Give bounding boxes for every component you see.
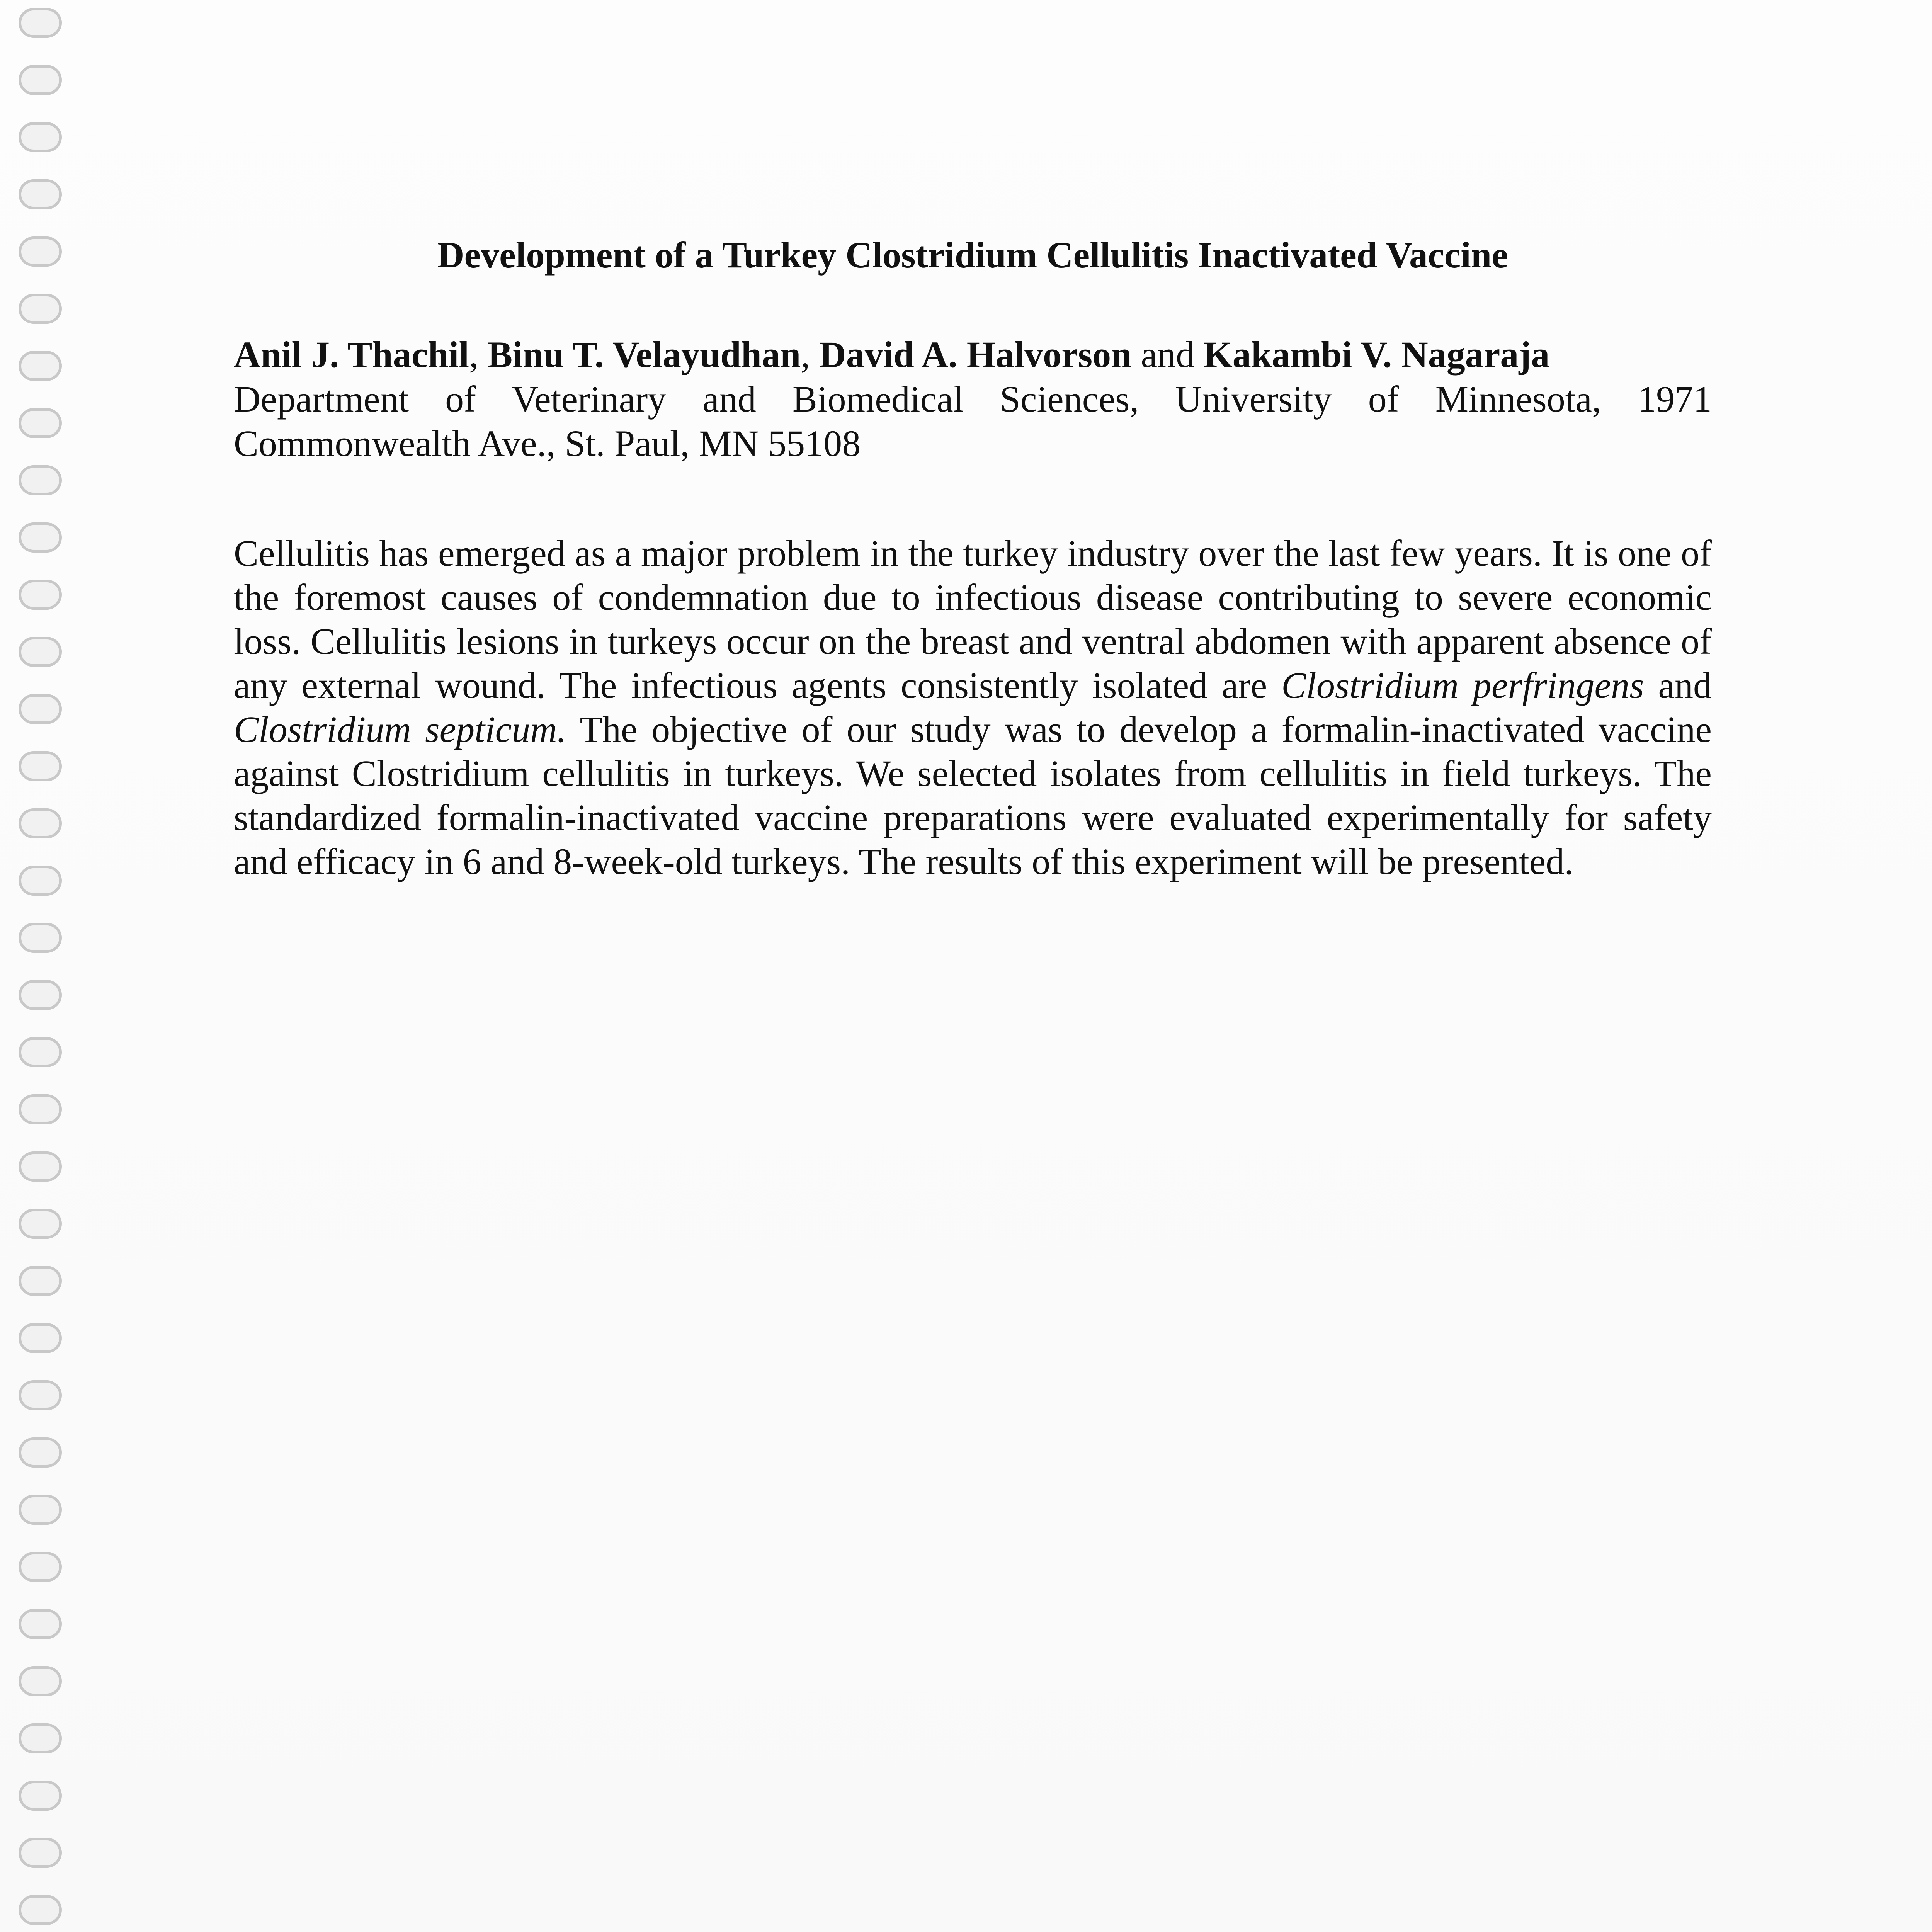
binding-hole <box>19 1666 62 1696</box>
author-name: David A. Halvorson <box>819 334 1132 375</box>
binding-hole <box>19 866 62 896</box>
binding-hole <box>19 751 62 781</box>
binding-hole <box>19 1266 62 1296</box>
binding-hole <box>19 1037 62 1067</box>
paper-title: Development of a Turkey Clostridium Cellulitis Inactivated Vaccine <box>437 234 1508 276</box>
binding-hole <box>19 8 62 38</box>
binding-hole <box>19 923 62 953</box>
binding-hole <box>19 1209 62 1239</box>
binding-hole <box>19 1838 62 1868</box>
binding-hole <box>19 1609 62 1639</box>
binding-hole <box>19 1094 62 1124</box>
binding-hole <box>19 122 62 152</box>
author-name: Anil J. Thachil <box>234 334 469 375</box>
binding-hole <box>19 637 62 667</box>
binding-hole <box>19 580 62 610</box>
binding-hole <box>19 694 62 724</box>
abstract-paragraph: Cellulitis has emerged as a major problem in the turkey industry over the last few years. It is one of the foremost causes of condemnation due to infectious disease contributing to severe economic loss. Cellulitis lesions in turkeys occur on the breast and ventral abdomen with apparent absence of any external wound. The infectious agents consistently isolated are Clostridium perfringens and Clostridium septicum. The objective of our study was to develop a formalin-inactivated vaccine against Clostridium cellulitis in turkeys. We selected isolates from cellulitis in field turkeys. The standardized formalin-inactivated vaccine preparations were evaluated experimentally for safety and efficacy in 6 and 8-week-old turkeys. The results of this experiment will be presented. <box>234 532 1712 882</box>
binding-hole <box>19 351 62 381</box>
binding-hole <box>19 179 62 209</box>
binding-hole <box>19 1781 62 1811</box>
binding-hole <box>19 1437 62 1468</box>
binding-hole <box>19 1723 62 1753</box>
binding-hole <box>19 522 62 553</box>
species-name: Clostridium septicum. <box>234 709 566 750</box>
species-name: Clostridium perfringens <box>1281 665 1644 706</box>
binding-hole <box>19 1495 62 1525</box>
abstract-content <box>234 232 1712 884</box>
binding-hole <box>19 1552 62 1582</box>
binding-hole <box>19 808 62 838</box>
binding-hole <box>19 465 62 495</box>
binding-hole <box>19 980 62 1010</box>
binding-hole <box>19 294 62 324</box>
binding-hole <box>19 408 62 438</box>
binding-hole <box>19 1895 62 1925</box>
spiral-binding-holes <box>11 8 65 1932</box>
binding-hole <box>19 1380 62 1410</box>
binding-hole <box>19 65 62 95</box>
binding-hole <box>19 1151 62 1182</box>
author-name: Kakambi V. Nagaraja <box>1204 334 1550 375</box>
binding-hole <box>19 236 62 267</box>
affiliation: Department of Veterinary and Biomedical Sciences, University of Minnesota, 1971 Commonwealth Ave., St. Paul, MN 55108 <box>234 378 1712 464</box>
binding-hole <box>19 1323 62 1353</box>
author-name: Binu T. Velayudhan <box>488 334 801 375</box>
author-list: Anil J. Thachil, Binu T. Velayudhan, David A. Halvorson and Kakambi V. Nagaraja <box>234 334 1550 375</box>
